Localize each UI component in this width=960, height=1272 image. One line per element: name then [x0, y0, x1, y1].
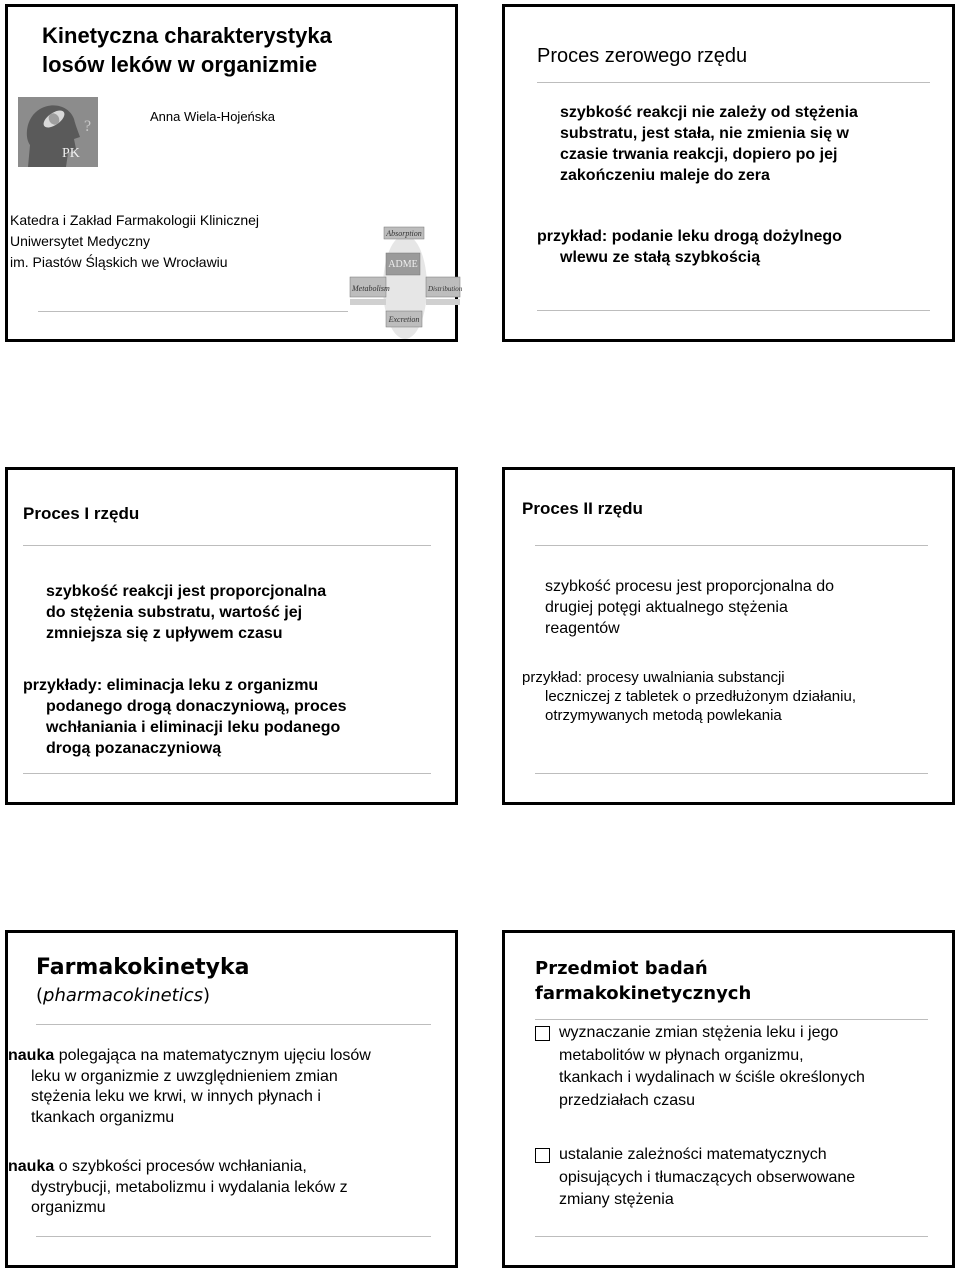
- text-line: szybkość reakcji jest proporcjonalna: [46, 583, 327, 600]
- divider: [535, 1236, 928, 1237]
- logo-text: PK: [62, 146, 80, 161]
- bullet-item: [535, 1144, 945, 1212]
- metabolism-label: Metabolism: [352, 284, 390, 293]
- text-line: [8, 1157, 448, 1178]
- text-line: [8, 1046, 448, 1067]
- text-line: przedziałach czasu: [559, 1091, 696, 1109]
- slide-title-text: [535, 956, 835, 1006]
- text-line: substratu, jest stała, nie zmienia się w: [560, 125, 849, 142]
- example-paragraph: [537, 226, 937, 268]
- slide-zero-order: [502, 4, 955, 342]
- presentation-title: [42, 21, 442, 79]
- excretion-label: Excretion: [388, 315, 420, 324]
- keyword: nauka: [8, 1158, 55, 1175]
- adme-label: ADME: [388, 259, 418, 270]
- slide-title-text: Proces I rzędu: [23, 504, 140, 523]
- divider: [36, 1024, 431, 1025]
- text-line: ustalanie zależności matematycznych: [559, 1146, 827, 1163]
- definition-paragraph: [560, 102, 940, 186]
- text-line: leku w organizmie z uwzględnieniem zmian: [31, 1067, 338, 1085]
- example-paragraph: [23, 675, 443, 759]
- divider: [38, 311, 348, 312]
- author-name: Anna Wiela-Hojeńska: [150, 109, 276, 124]
- text-line: metabolitów w płynach organizmu,: [559, 1046, 804, 1064]
- bullet-text: [559, 1144, 855, 1212]
- keyword: nauka: [8, 1047, 55, 1064]
- bullet-text: [559, 1022, 865, 1112]
- text-line: przykłady: eliminacja leku z organizmu: [23, 677, 319, 694]
- divider: [537, 82, 930, 83]
- text-line: otrzymywanych metodą powlekania: [545, 707, 782, 724]
- text-line: tkankach i wydalinach w ściśle określonych: [559, 1069, 865, 1086]
- text-line: drogą pozanaczyniową: [46, 740, 222, 757]
- text-line: podanego drogą donaczyniową, proces: [46, 698, 347, 715]
- divider: [535, 773, 928, 774]
- divider: [535, 1019, 928, 1020]
- text-line: zakończeniu maleje do zera: [560, 167, 770, 184]
- text-line: opisujących i tłumaczących obserwowane: [559, 1168, 856, 1186]
- adme-diagram: [350, 225, 463, 343]
- definition-paragraph: [8, 1046, 448, 1128]
- slide-title-text: Proces II rzędu: [522, 499, 643, 518]
- definition-paragraph: [545, 576, 945, 639]
- divider: [36, 1236, 431, 1237]
- divider: [535, 545, 928, 546]
- text-line: reagentów: [545, 620, 620, 637]
- text-line: wyznaczanie zmian stężenia leku i jego: [559, 1024, 839, 1041]
- definition-paragraph: [46, 581, 446, 644]
- checkbox-bullet-icon: [535, 1026, 550, 1041]
- slide-title-text: Proces zerowego rzędu: [537, 45, 748, 67]
- paren: (: [36, 985, 44, 1006]
- slide-title: [5, 4, 463, 342]
- text-line: czasie trwania reakcji, dopiero po jej: [560, 146, 838, 163]
- subtitle-english: pharmacokinetics: [43, 985, 204, 1006]
- divider: [23, 773, 431, 774]
- bullet-item: [535, 1022, 945, 1112]
- pk-logo-image: [18, 97, 98, 167]
- text-line: organizmu: [31, 1199, 106, 1216]
- text-line: dystrybucji, metabolizmu i wydalania leków z: [31, 1178, 348, 1196]
- text-line: leczniczej z tabletek o przedłużonym działaniu,: [545, 688, 856, 705]
- title-line: Przedmiot badań: [535, 958, 708, 979]
- title-line: Kinetyczna charakterystyka: [42, 23, 332, 48]
- title-line: losów leków w organizmie: [42, 52, 318, 77]
- example-paragraph: [522, 668, 952, 725]
- svg-text:?: ?: [84, 118, 92, 135]
- slide-title-text: Farmakokinetyka: [36, 955, 250, 980]
- slide-first-order: [5, 467, 458, 805]
- affiliation-line: Uniwersytet Medyczny: [10, 233, 151, 249]
- affiliation: [10, 210, 330, 273]
- text-line: zmiany stężenia: [559, 1191, 674, 1208]
- text-line: stężenia leku we krwi, w innych płynach i: [31, 1088, 321, 1105]
- slide-research-subject: [502, 930, 955, 1268]
- title-line: farmakokinetycznych: [535, 983, 752, 1004]
- text-line: przykład: podanie leku drogą dożylnego: [537, 228, 842, 245]
- divider: [537, 310, 930, 311]
- definition-paragraph: [8, 1157, 448, 1219]
- text-span: polegająca na matematycznym ujęciu losów: [54, 1047, 371, 1064]
- text-line: wchłaniania i eliminacji leku podanego: [46, 719, 341, 736]
- text-line: drugiej potęgi aktualnego stężenia: [545, 599, 788, 616]
- text-line: wlewu ze stałą szybkością: [560, 249, 761, 266]
- affiliation-line: im. Piastów Śląskich we Wrocławiu: [10, 254, 228, 270]
- affiliation-line: Katedra i Zakład Farmakologii Klinicznej: [10, 212, 259, 228]
- absorption-label: Absorption: [386, 229, 422, 238]
- text-line: przykład: procesy uwalniania substancji: [522, 669, 785, 686]
- text-line: tkankach organizmu: [31, 1108, 175, 1126]
- slide-pharmacokinetics: [5, 930, 458, 1268]
- head-silhouette-icon: [18, 97, 98, 167]
- text-line: szybkość procesu jest proporcjonalna do: [545, 578, 835, 595]
- slide-subtitle: [36, 985, 210, 1006]
- paren: ): [203, 985, 211, 1006]
- checkbox-bullet-icon: [535, 1148, 550, 1163]
- text-line: do stężenia substratu, wartość jej: [46, 604, 303, 621]
- text-line: szybkość reakcji nie zależy od stężenia: [560, 104, 858, 121]
- text-line: zmniejsza się z upływem czasu: [46, 625, 283, 642]
- text-span: o szybkości procesów wchłaniania,: [54, 1158, 307, 1175]
- distribution-label: Distribution: [428, 285, 463, 293]
- divider: [23, 545, 431, 546]
- slide-second-order: [502, 467, 955, 805]
